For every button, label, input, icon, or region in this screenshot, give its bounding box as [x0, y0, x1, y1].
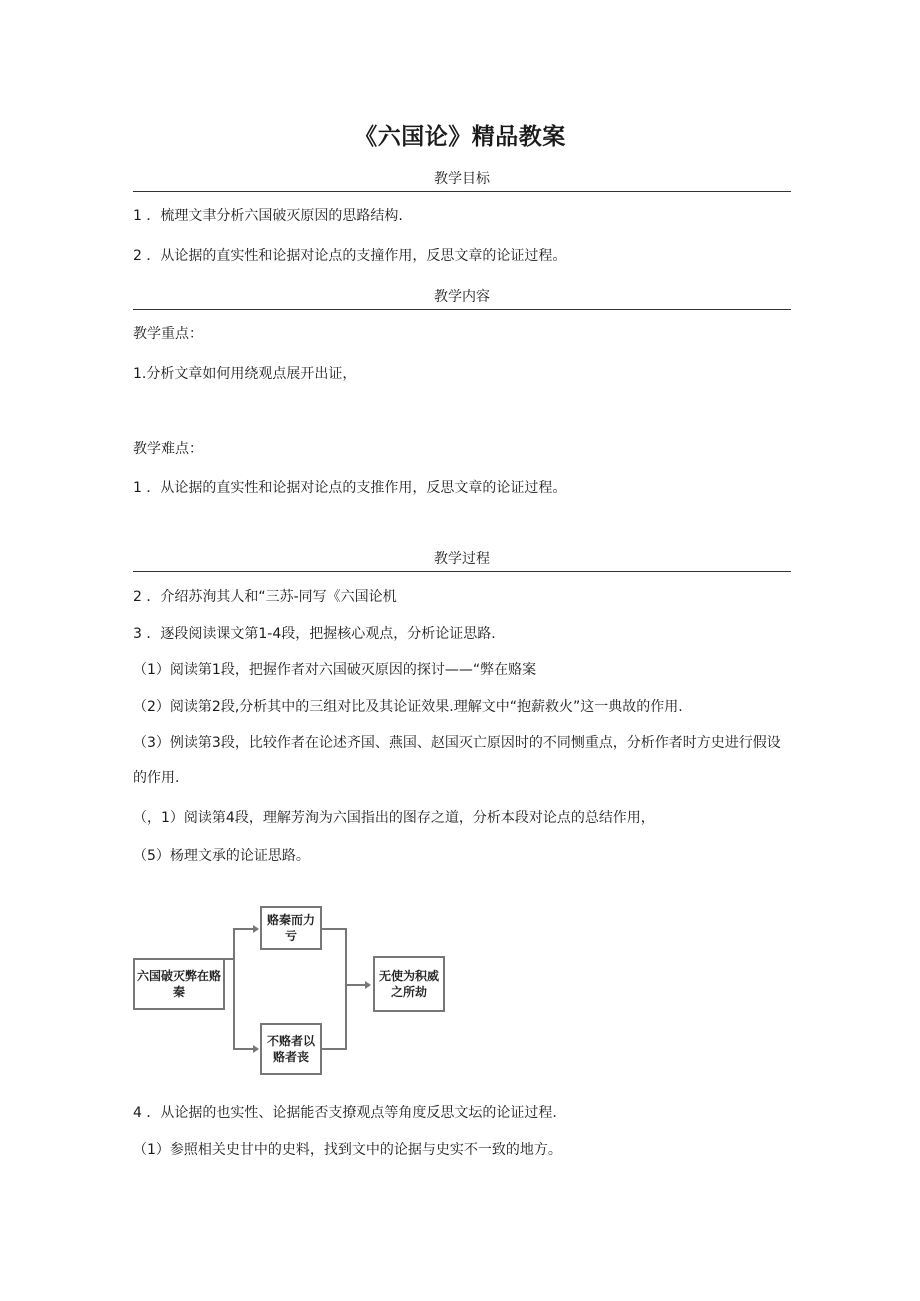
page-title: 《六国论》精品教案 [354, 124, 566, 150]
process-item-4: 4 ．从论据的也实性、论据能否支撩观点等角度反思文坛的论证过程. [133, 1105, 557, 1121]
diagram-box-cause: 六国破灭弊在赂秦 [133, 958, 225, 1010]
process-item-4-sub-1: （1）参照相关史甘中的史料，找到文中的论据与史实不一致的地方。 [133, 1142, 562, 1158]
process-sub-3: （3）例读第3段，比较作者在论述齐国、燕国、赵国灭亡原因时的不同恻重点，分析作者时方史进行假设的作用. [133, 735, 781, 786]
connector-line [322, 1048, 347, 1050]
difficult-point-label: 教学难点： [133, 441, 203, 457]
goal-item-2: 2 ．从论据的直实性和论据对论点的支撞作用，反思文章的论证过程。 [133, 248, 567, 264]
arrow-head-icon [253, 925, 259, 933]
section-heading-content [133, 288, 791, 310]
section-divider [133, 309, 791, 310]
key-point-item: 1.分析文章如何用绕观点展开出证， [133, 366, 357, 382]
connector-line [345, 928, 347, 1050]
section-label: 教学内容 [434, 289, 490, 305]
section-heading-goals [133, 170, 791, 192]
key-point-label: 教学重点： [133, 326, 203, 342]
goal-item-1: 1 ．梳理文聿分析六国破灭原因的思路结构. [133, 208, 403, 224]
arrow-head-icon [253, 1045, 259, 1053]
connector-line [225, 958, 233, 960]
section-label: 教学过程 [434, 551, 490, 567]
process-item-2: 2 ．介绍苏洵其人和“三苏-同写《六国论机 [133, 589, 397, 605]
process-item-3: 3 ．逐段阅读课文第1-4段，把握核心观点，分析论证思路. [133, 626, 496, 642]
section-heading-process [133, 550, 791, 572]
process-sub-2: （2）阅读第2段,分析其中的三组对比及其论证效果.理解文中“抱薪救火”这一典故的作用. [133, 699, 683, 715]
diagram-box-non-bribe: 不赂者以赂者丧 [260, 1023, 322, 1075]
difficult-point-item: 1 ．从论据的直实性和论据对论点的支推作用，反思文章的论证过程。 [133, 480, 567, 496]
process-sub-5: （5）杨理文承的论证思路。 [133, 848, 310, 864]
process-sub-4: （，1）阅读第4段，理解芳洵为六国指出的图存之道，分析本段对论点的总结作用， [133, 810, 655, 826]
connector-line [233, 928, 253, 930]
connector-line [322, 928, 347, 930]
section-label: 教学目标 [434, 171, 490, 187]
section-divider [133, 191, 791, 192]
arrow-head-icon [365, 981, 371, 989]
section-divider [133, 571, 791, 572]
connector-line [233, 1048, 253, 1050]
diagram-box-conclusion: 无使为积威之所劫 [373, 956, 445, 1012]
diagram-box-bribe: 赂秦而力亏 [260, 906, 322, 950]
connector-line [345, 984, 365, 986]
argument-flow-diagram [133, 898, 453, 1078]
connector-line [233, 928, 235, 1048]
process-sub-1: （1）阅读第1段，把握作者对六国破灭原因的探讨——“弊在赂案 [133, 662, 537, 678]
